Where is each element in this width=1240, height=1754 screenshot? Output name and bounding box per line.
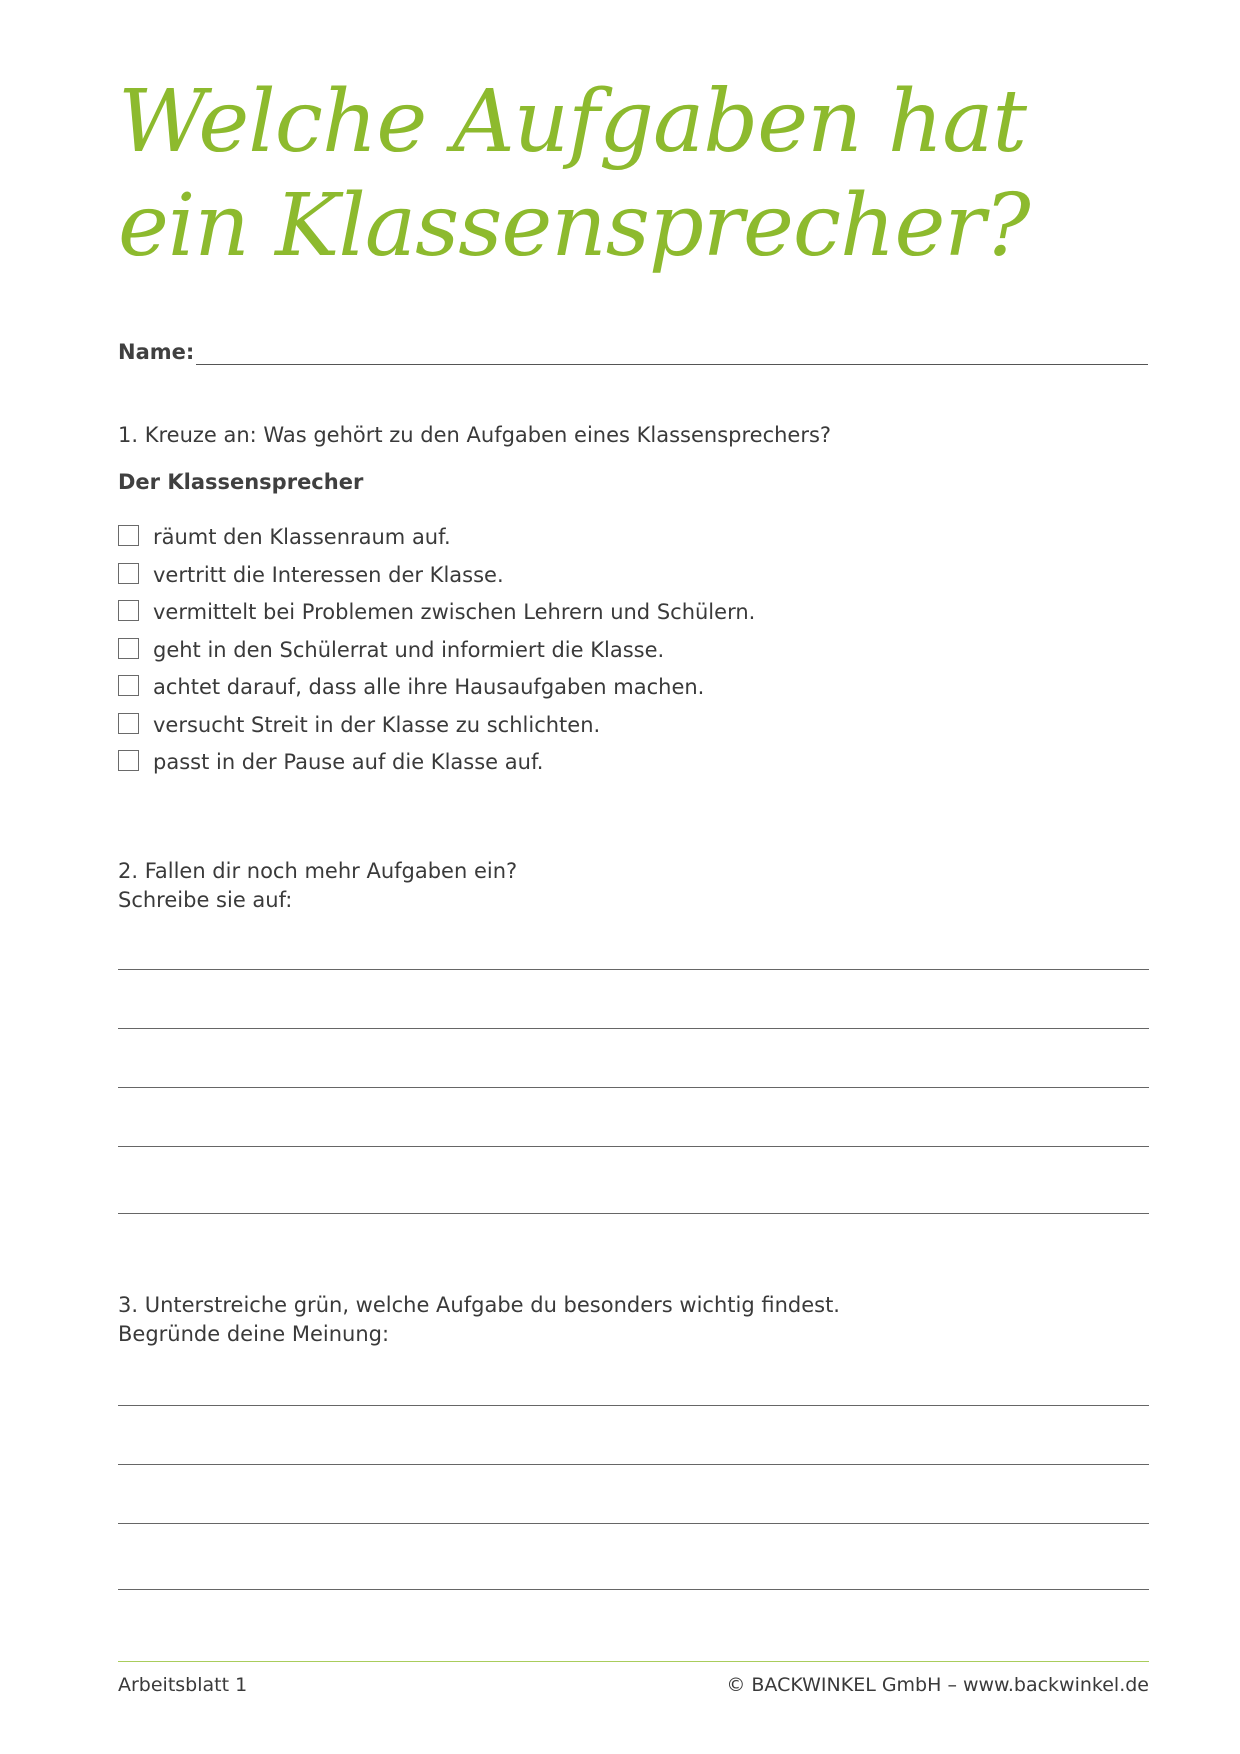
footer-worksheet-label: Arbeitsblatt 1: [118, 1674, 248, 1696]
checklist-item: [118, 710, 755, 748]
checkbox[interactable]: [118, 713, 139, 734]
question-3-line-2: Begründe deine Meinung:: [118, 1322, 390, 1346]
answer-line[interactable]: [118, 969, 1149, 970]
question-2-line-2: Schreibe sie auf:: [118, 888, 293, 912]
question-2-line-1: 2. Fallen dir noch mehr Aufgaben ein?: [118, 859, 518, 883]
question-3-line-1: 3. Unterstreiche grün, welche Aufgabe du besonders wichtig findest.: [118, 1293, 840, 1317]
question-1-text: 1. Kreuze an: Was gehört zu den Aufgaben eines Klassensprechers?: [118, 423, 832, 447]
checklist-item-label: räumt den Klassenraum auf.: [153, 525, 451, 549]
footer-divider: [118, 1661, 1149, 1662]
page-title-line-1: Welche Aufgaben hat: [118, 72, 1027, 172]
answer-line[interactable]: [118, 1146, 1149, 1147]
task-checklist: [118, 522, 755, 785]
checklist-item: [118, 635, 755, 673]
answer-line[interactable]: [118, 1028, 1149, 1029]
checkbox[interactable]: [118, 600, 139, 621]
answer-line[interactable]: [118, 1213, 1149, 1214]
checklist-item-label: passt in der Pause auf die Klasse auf.: [153, 750, 544, 774]
checklist-item: [118, 597, 755, 635]
checklist-item: [118, 747, 755, 785]
name-field[interactable]: [118, 340, 1148, 370]
answer-line[interactable]: [118, 1523, 1149, 1524]
checklist-item-label: vermittelt bei Problemen zwischen Lehrern und Schülern.: [153, 600, 756, 624]
checkbox[interactable]: [118, 750, 139, 771]
checklist-item: [118, 522, 755, 560]
checkbox[interactable]: [118, 563, 139, 584]
checkbox[interactable]: [118, 675, 139, 696]
question-1-subhead: Der Klassensprecher: [118, 470, 364, 494]
name-write-line[interactable]: [196, 364, 1148, 365]
page-title-line-2: ein Klassensprecher?: [118, 176, 1030, 276]
answer-line[interactable]: [118, 1464, 1149, 1465]
page-title: [118, 70, 1030, 278]
footer-copyright: © BACKWINKEL GmbH – www.backwinkel.de: [726, 1674, 1149, 1696]
checklist-item: [118, 560, 755, 598]
checkbox[interactable]: [118, 638, 139, 659]
checklist-item: [118, 672, 755, 710]
checklist-item-label: geht in den Schülerrat und informiert die Klasse.: [153, 637, 665, 662]
answer-line[interactable]: [118, 1405, 1149, 1406]
name-label: Name:: [118, 340, 195, 364]
answer-line[interactable]: [118, 1589, 1149, 1590]
checklist-item-label: achtet darauf, dass alle ihre Hausaufgaben machen.: [153, 675, 705, 699]
checklist-item-label: vertritt die Interessen der Klasse.: [153, 562, 504, 587]
checklist-item-label: versucht Streit in der Klasse zu schlichten.: [153, 712, 601, 737]
answer-line[interactable]: [118, 1087, 1149, 1088]
checkbox[interactable]: [118, 525, 139, 546]
